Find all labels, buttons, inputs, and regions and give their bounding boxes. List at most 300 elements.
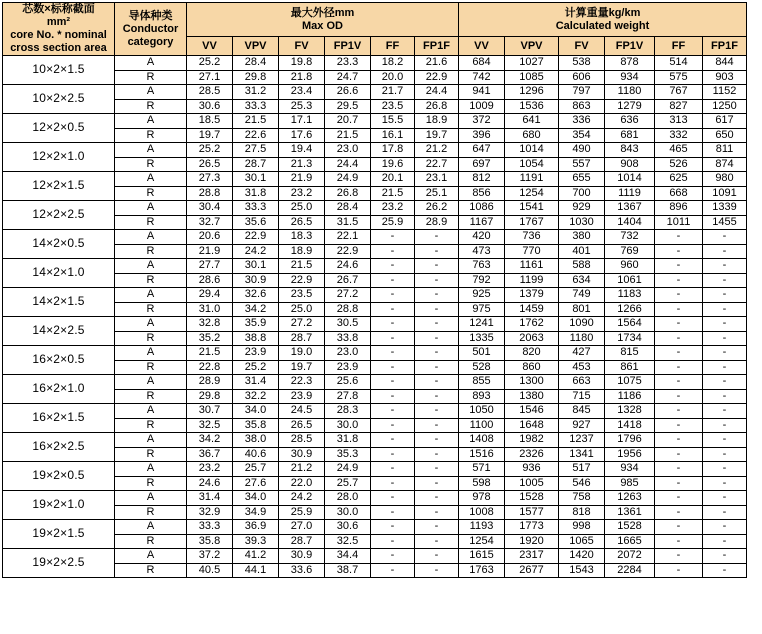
value-cell: 1379: [505, 288, 559, 303]
value-cell: 878: [605, 56, 655, 71]
table-row: [3, 259, 747, 274]
value-cell: -: [415, 476, 459, 491]
value-cell: 1796: [605, 433, 655, 448]
value-cell: -: [655, 375, 703, 390]
value-cell: 28.7: [279, 331, 325, 346]
conductor-category-header: [115, 3, 187, 56]
value-cell: 1167: [459, 215, 505, 230]
value-cell: 34.9: [233, 505, 279, 520]
value-cell: 332: [655, 128, 703, 143]
value-cell: 1408: [459, 433, 505, 448]
value-cell: 26.5: [279, 418, 325, 433]
conductor-category-cell: R: [115, 534, 187, 549]
value-cell: 2317: [505, 549, 559, 564]
value-cell: -: [703, 433, 747, 448]
table-row: [3, 70, 747, 85]
value-cell: 1254: [505, 186, 559, 201]
table-row: [3, 99, 747, 114]
conductor-category-cell: R: [115, 273, 187, 288]
value-cell: 1734: [605, 331, 655, 346]
value-cell: 634: [559, 273, 605, 288]
value-cell: 1516: [459, 447, 505, 462]
value-cell: 41.2: [233, 549, 279, 564]
value-cell: 1254: [459, 534, 505, 549]
conductor-category-cell: R: [115, 331, 187, 346]
value-cell: 21.2: [279, 462, 325, 477]
value-cell: 1011: [655, 215, 703, 230]
value-cell: -: [415, 447, 459, 462]
conductor-category-cell: R: [115, 99, 187, 114]
value-cell: -: [371, 346, 415, 361]
core-section-cell: 19×2×0.5: [3, 462, 115, 491]
value-cell: 655: [559, 172, 605, 187]
value-cell: 896: [655, 201, 703, 216]
value-cell: 27.3: [187, 172, 233, 187]
value-cell: -: [415, 520, 459, 535]
value-cell: 20.6: [187, 230, 233, 245]
value-cell: 1543: [559, 563, 605, 578]
value-cell: 715: [559, 389, 605, 404]
value-cell: 28.9: [415, 215, 459, 230]
value-cell: 31.4: [233, 375, 279, 390]
value-cell: 25.7: [325, 476, 371, 491]
value-cell: 617: [703, 114, 747, 129]
value-cell: -: [371, 447, 415, 462]
value-cell: 23.0: [325, 143, 371, 158]
core-section-header-en: core No. * nominal cross section area: [10, 29, 107, 54]
value-cell: 22.1: [325, 230, 371, 245]
value-cell: -: [655, 404, 703, 419]
value-cell: -: [655, 549, 703, 564]
value-cell: 647: [459, 143, 505, 158]
value-cell: -: [415, 230, 459, 245]
table-row: [3, 201, 747, 216]
value-cell: -: [371, 244, 415, 259]
value-cell: 1186: [605, 389, 655, 404]
value-cell: -: [371, 505, 415, 520]
value-cell: 21.7: [371, 85, 415, 100]
value-cell: 23.3: [325, 56, 371, 71]
value-cell: 1541: [505, 201, 559, 216]
value-cell: 490: [559, 143, 605, 158]
value-cell: 749: [559, 288, 605, 303]
value-cell: 998: [559, 520, 605, 535]
value-cell: 33.3: [233, 99, 279, 114]
calculated-weight-header-en: Calculated weight: [555, 19, 650, 32]
value-cell: 1193: [459, 520, 505, 535]
value-cell: -: [655, 520, 703, 535]
value-cell: -: [371, 520, 415, 535]
value-cell: 26.6: [325, 85, 371, 100]
value-cell: 641: [505, 114, 559, 129]
value-cell: 1009: [459, 99, 505, 114]
value-cell: 538: [559, 56, 605, 71]
value-cell: 1767: [505, 215, 559, 230]
value-cell: 1920: [505, 534, 559, 549]
conductor-category-cell: A: [115, 230, 187, 245]
value-cell: 1050: [459, 404, 505, 419]
value-cell: 598: [459, 476, 505, 491]
value-cell: -: [415, 244, 459, 259]
value-cell: 21.6: [415, 56, 459, 71]
value-cell: -: [703, 505, 747, 520]
value-cell: 33.6: [279, 563, 325, 578]
value-cell: 24.2: [233, 244, 279, 259]
conductor-category-cell: R: [115, 244, 187, 259]
value-cell: 25.1: [415, 186, 459, 201]
value-cell: -: [703, 549, 747, 564]
value-cell: 19.4: [279, 143, 325, 158]
value-cell: 1065: [559, 534, 605, 549]
value-cell: 17.8: [371, 143, 415, 158]
value-cell: 1180: [605, 85, 655, 100]
value-cell: -: [703, 404, 747, 419]
value-cell: 30.9: [279, 549, 325, 564]
value-cell: 31.4: [187, 491, 233, 506]
value-cell: 28.9: [187, 375, 233, 390]
value-cell: -: [415, 346, 459, 361]
value-cell: 845: [559, 404, 605, 419]
conductor-category-cell: A: [115, 143, 187, 158]
value-cell: -: [371, 317, 415, 332]
value-cell: -: [415, 534, 459, 549]
value-cell: 1030: [559, 215, 605, 230]
value-cell: 1085: [505, 70, 559, 85]
value-cell: 29.8: [187, 389, 233, 404]
value-cell: -: [371, 375, 415, 390]
value-cell: 1119: [605, 186, 655, 201]
value-cell: 25.7: [233, 462, 279, 477]
value-cell: -: [371, 476, 415, 491]
table-row: [3, 534, 747, 549]
od-col-header: FP1V: [325, 37, 371, 56]
table-row: [3, 360, 747, 375]
value-cell: -: [703, 288, 747, 303]
conductor-category-cell: R: [115, 302, 187, 317]
value-cell: -: [371, 563, 415, 578]
core-section-header: [3, 3, 115, 56]
value-cell: -: [371, 491, 415, 506]
value-cell: -: [415, 418, 459, 433]
value-cell: 32.2: [233, 389, 279, 404]
value-cell: 27.7: [187, 259, 233, 274]
value-cell: 742: [459, 70, 505, 85]
value-cell: 24.6: [187, 476, 233, 491]
value-cell: -: [415, 360, 459, 375]
value-cell: 934: [605, 462, 655, 477]
value-cell: 27.2: [325, 288, 371, 303]
value-cell: 27.2: [279, 317, 325, 332]
value-cell: 26.5: [187, 157, 233, 172]
value-cell: 30.9: [233, 273, 279, 288]
value-cell: 23.0: [325, 346, 371, 361]
value-cell: 1014: [605, 172, 655, 187]
value-cell: 453: [559, 360, 605, 375]
value-cell: 473: [459, 244, 505, 259]
value-cell: 758: [559, 491, 605, 506]
value-cell: 697: [459, 157, 505, 172]
value-cell: -: [371, 230, 415, 245]
value-cell: -: [655, 491, 703, 506]
value-cell: 767: [655, 85, 703, 100]
value-cell: 465: [655, 143, 703, 158]
value-cell: 33.3: [233, 201, 279, 216]
core-section-cell: 10×2×1.5: [3, 56, 115, 85]
value-cell: 1455: [703, 215, 747, 230]
value-cell: 792: [459, 273, 505, 288]
value-cell: -: [415, 404, 459, 419]
weight-col-header: VV: [459, 37, 505, 56]
value-cell: 22.3: [279, 375, 325, 390]
value-cell: 28.4: [325, 201, 371, 216]
value-cell: 960: [605, 259, 655, 274]
value-cell: -: [655, 433, 703, 448]
conductor-category-cell: R: [115, 563, 187, 578]
value-cell: 1250: [703, 99, 747, 114]
conductor-category-cell: A: [115, 404, 187, 419]
conductor-category-cell: R: [115, 505, 187, 520]
value-cell: 22.9: [415, 70, 459, 85]
value-cell: 26.7: [325, 273, 371, 288]
value-cell: -: [703, 244, 747, 259]
value-cell: -: [415, 331, 459, 346]
value-cell: 19.7: [279, 360, 325, 375]
value-cell: 820: [505, 346, 559, 361]
value-cell: 1328: [605, 404, 655, 419]
value-cell: 27.8: [325, 389, 371, 404]
value-cell: 925: [459, 288, 505, 303]
value-cell: 874: [703, 157, 747, 172]
core-section-cell: 14×2×1.5: [3, 288, 115, 317]
value-cell: -: [655, 331, 703, 346]
value-cell: -: [703, 534, 747, 549]
table-row: [3, 563, 747, 578]
value-cell: 21.3: [279, 157, 325, 172]
table-row: [3, 230, 747, 245]
value-cell: 1615: [459, 549, 505, 564]
od-col-header: FV: [279, 37, 325, 56]
value-cell: 32.9: [187, 505, 233, 520]
value-cell: 34.4: [325, 549, 371, 564]
value-cell: -: [655, 505, 703, 520]
weight-col-header: FF: [655, 37, 703, 56]
value-cell: -: [655, 244, 703, 259]
value-cell: 30.6: [187, 99, 233, 114]
value-cell: 929: [559, 201, 605, 216]
value-cell: 1536: [505, 99, 559, 114]
value-cell: 16.1: [371, 128, 415, 143]
value-cell: 663: [559, 375, 605, 390]
value-cell: 815: [605, 346, 655, 361]
value-cell: 23.5: [371, 99, 415, 114]
value-cell: 30.7: [187, 404, 233, 419]
value-cell: 24.2: [279, 491, 325, 506]
value-cell: 1199: [505, 273, 559, 288]
value-cell: 2326: [505, 447, 559, 462]
value-cell: 812: [459, 172, 505, 187]
table-row: [3, 244, 747, 259]
value-cell: 36.9: [233, 520, 279, 535]
value-cell: 985: [605, 476, 655, 491]
value-cell: 30.4: [187, 201, 233, 216]
value-cell: -: [371, 259, 415, 274]
value-cell: -: [371, 404, 415, 419]
value-cell: 28.8: [325, 302, 371, 317]
value-cell: -: [655, 462, 703, 477]
value-cell: -: [703, 563, 747, 578]
value-cell: 22.8: [187, 360, 233, 375]
table-row: [3, 418, 747, 433]
table-row: [3, 505, 747, 520]
table-row: [3, 404, 747, 419]
value-cell: -: [703, 520, 747, 535]
value-cell: -: [415, 389, 459, 404]
value-cell: -: [415, 302, 459, 317]
value-cell: 978: [459, 491, 505, 506]
value-cell: 28.7: [279, 534, 325, 549]
value-cell: -: [371, 273, 415, 288]
value-cell: 35.9: [233, 317, 279, 332]
conductor-category-cell: R: [115, 447, 187, 462]
value-cell: -: [415, 259, 459, 274]
conductor-category-cell: A: [115, 462, 187, 477]
value-cell: 501: [459, 346, 505, 361]
value-cell: 700: [559, 186, 605, 201]
value-cell: 893: [459, 389, 505, 404]
value-cell: 24.9: [325, 462, 371, 477]
value-cell: 36.7: [187, 447, 233, 462]
value-cell: -: [655, 360, 703, 375]
value-cell: 936: [505, 462, 559, 477]
value-cell: 18.9: [279, 244, 325, 259]
table-row: [3, 520, 747, 535]
core-section-cell: 14×2×1.0: [3, 259, 115, 288]
value-cell: 17.6: [279, 128, 325, 143]
value-cell: 31.5: [325, 215, 371, 230]
table-row: [3, 433, 747, 448]
value-cell: 40.6: [233, 447, 279, 462]
weight-col-header: FP1F: [703, 37, 747, 56]
table-row: [3, 128, 747, 143]
value-cell: 21.5: [233, 114, 279, 129]
value-cell: -: [655, 563, 703, 578]
value-cell: 1061: [605, 273, 655, 288]
value-cell: 22.7: [415, 157, 459, 172]
conductor-category-cell: A: [115, 259, 187, 274]
conductor-category-cell: R: [115, 70, 187, 85]
value-cell: 34.2: [187, 433, 233, 448]
value-cell: 38.8: [233, 331, 279, 346]
value-cell: 25.2: [187, 143, 233, 158]
table-row: [3, 462, 747, 477]
value-cell: 2284: [605, 563, 655, 578]
max-od-header-en: Max OD: [302, 19, 343, 32]
value-cell: 22.9: [325, 244, 371, 259]
value-cell: 941: [459, 85, 505, 100]
core-section-cell: 16×2×1.0: [3, 375, 115, 404]
value-cell: 514: [655, 56, 703, 71]
value-cell: 856: [459, 186, 505, 201]
value-cell: 650: [703, 128, 747, 143]
value-cell: 39.3: [233, 534, 279, 549]
value-cell: 1100: [459, 418, 505, 433]
value-cell: -: [655, 230, 703, 245]
value-cell: -: [415, 317, 459, 332]
value-cell: 546: [559, 476, 605, 491]
value-cell: 1339: [703, 201, 747, 216]
value-cell: 980: [703, 172, 747, 187]
core-section-cell: 12×2×1.0: [3, 143, 115, 172]
value-cell: 1982: [505, 433, 559, 448]
value-cell: -: [703, 230, 747, 245]
value-cell: 801: [559, 302, 605, 317]
value-cell: 861: [605, 360, 655, 375]
value-cell: 934: [605, 70, 655, 85]
value-cell: 354: [559, 128, 605, 143]
value-cell: -: [655, 476, 703, 491]
value-cell: -: [415, 549, 459, 564]
value-cell: 20.1: [371, 172, 415, 187]
value-cell: 380: [559, 230, 605, 245]
value-cell: 23.9: [233, 346, 279, 361]
value-cell: 30.0: [325, 418, 371, 433]
value-cell: 27.5: [233, 143, 279, 158]
value-cell: 25.3: [279, 99, 325, 114]
table-row: [3, 186, 747, 201]
value-cell: 25.0: [279, 201, 325, 216]
value-cell: 27.6: [233, 476, 279, 491]
value-cell: 21.8: [279, 70, 325, 85]
value-cell: 2063: [505, 331, 559, 346]
value-cell: 22.9: [279, 273, 325, 288]
value-cell: 21.9: [187, 244, 233, 259]
calculated-weight-header: [459, 3, 747, 37]
value-cell: -: [371, 433, 415, 448]
value-cell: 34.0: [233, 404, 279, 419]
value-cell: 37.2: [187, 549, 233, 564]
value-cell: 38.7: [325, 563, 371, 578]
value-cell: 34.0: [233, 491, 279, 506]
value-cell: -: [655, 346, 703, 361]
value-cell: 32.5: [187, 418, 233, 433]
value-cell: 1054: [505, 157, 559, 172]
value-cell: -: [703, 273, 747, 288]
value-cell: 336: [559, 114, 605, 129]
value-cell: 1005: [505, 476, 559, 491]
value-cell: 28.4: [233, 56, 279, 71]
value-cell: 24.9: [325, 172, 371, 187]
value-cell: 21.2: [415, 143, 459, 158]
value-cell: 25.2: [187, 56, 233, 71]
value-cell: -: [703, 491, 747, 506]
value-cell: 763: [459, 259, 505, 274]
value-cell: 30.1: [233, 259, 279, 274]
table-row: [3, 157, 747, 172]
conductor-category-cell: A: [115, 172, 187, 187]
value-cell: 23.5: [279, 288, 325, 303]
conductor-category-cell: R: [115, 186, 187, 201]
spec-table-body: [3, 56, 747, 578]
value-cell: 1279: [605, 99, 655, 114]
value-cell: 811: [703, 143, 747, 158]
value-cell: 1191: [505, 172, 559, 187]
core-section-cell: 14×2×0.5: [3, 230, 115, 259]
value-cell: 26.5: [279, 215, 325, 230]
conductor-category-cell: A: [115, 549, 187, 564]
conductor-category-cell: R: [115, 157, 187, 172]
value-cell: 680: [505, 128, 559, 143]
value-cell: -: [703, 447, 747, 462]
